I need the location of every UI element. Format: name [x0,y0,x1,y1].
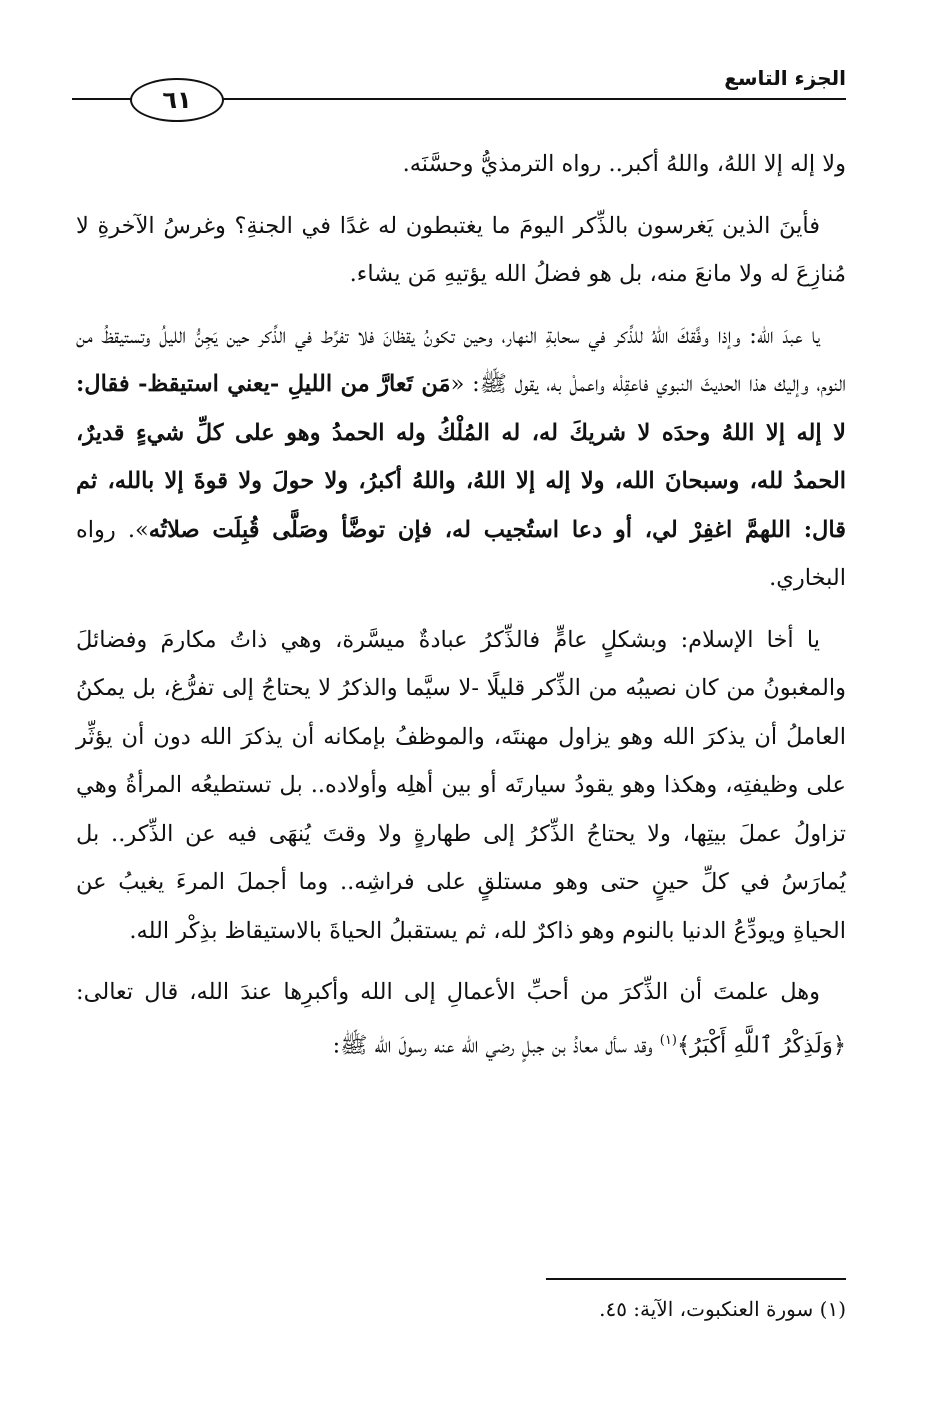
paragraph-3 [76,312,846,603]
paragraph-5: وهل علمتَ أن الذِّكرَ من أحبِّ الأعمالِ إلى الله وأكبرِها عندَ الله، قال تعالى: ﴿وَلَذِكْرُ ٱللَّهِ أَكْبَرُ﴾$^{(١)}$ وقد سأل معاذُ بن جبلٍ رضي الله عنه رسولَ الله ﷺ: [76,979,846,1058]
footnote-rule [546,1278,846,1280]
paragraph-4: يا أخا الإسلام: وبشكلٍ عامٍّ فالذِّكرُ عبادةٌ ميسَّرة، وهي ذاتُ مكارمَ وفضائلَ والمغبونُ من كان نصيبُه من الذِّكر قليلًا -لا سيَّما والذكرُ لا يحتاجُ إلى تفرُّغ، بل يمكنُ العاملُ أن يذكرَ الله وهو يزاول مهنتَه، والموظفُ بإمكانه أن يذكرَ الله دون أن يؤثِّر على وظيفتِه، وهكذا وهو يقودُ سيارتَه أو بين أهلِه وأولاده.. بل تستطيعُه المرأةُ وهي تزاولُ عملَ بيتِها، ولا يحتاجُ الذِّكرُ إلى طهارةٍ ولا وقتَ يُنهَى فيه عن الذِّكر.. بل يُمارَسُ في كلِّ حينٍ حتى وهو مستلقٍ على فراشِه.. وما أجملَ المرءَ يغيبُ عن الحياةِ ويودِّعُ الدنيا بالنوم وهو ذاكرٌ لله، ثم يستقبلُ الحياةَ بالاستيقاظ بذِكْر الله. [76,626,846,944]
paragraph-1: ولا إله إلا اللهُ، واللهُ أكبر.. رواه الترمذيُّ وحسَّنَه. [402,151,846,177]
hadith-text: مَن تَعارَّ من الليلِ -يعني استيقظ- فقال: لا إله إلا اللهُ وحدَه لا شريكَ له، له المُلْكُ وله الحمدُ وهو على كلِّ شيءٍ قديرٌ، الحمدُ لله، وسبحانَ الله، ولا إله إلا اللهُ، واللهُ أكبرُ، ولا حولَ ولا قوةَ إلا بالله، ثم قال: اللهمَّ اغفِرْ لي، أو دعا استُجيب له، فإن توضَّأ وصَلَّى قُبِلَت صلاتُه [76,371,846,543]
paragraph-3-intro: يا عبدَ الله: وإذا وفَّقكَ اللهُ للذِّكر في سحابةِ النهار، وحين تكونُ يقظانَ فلا تفرِّط في الذِّكر حين يَجِنُّ الليلُ وتستيقظُ من النوم، وإليك هذا الحديثَ النبوي فاعقِلْه واعملْ به، يقول ﷺ: « [76,322,846,397]
footnote: (١) سورة العنكبوت، الآية: ٤٥. [599,1297,846,1321]
paragraph-3-source: ». رواه البخاري. [76,516,846,591]
quran-verse: وَلَذِكْرُ ٱللَّهِ أَكْبَرُ [690,1032,833,1058]
body-text [76,140,846,1083]
running-title: الجزء التاسع [724,66,846,90]
footnote-marker: (١) [659,1032,677,1048]
paragraph-5-rest: وقد سأل معاذُ بن جبلٍ رضي الله عنه رسولَ الله ﷺ: [332,1032,660,1058]
paragraph-5-intro: وهل علمتَ أن الذِّكرَ من أحبِّ الأعمالِ إلى الله وأكبرِها عندَ الله، قال تعالى: ﴿ [76,979,846,1058]
paragraph-2: فأينَ الذين يَغرسون بالذِّكر اليومَ ما يغتبطون له غدًا في الجنةِ؟ وغرسُ الآخرةِ لا مُنازِعَ له ولا مانعَ منه، بل هو فضلُ الله يؤتيهِ مَن يشاء. [76,212,846,287]
page-number: ٦١ [130,78,224,122]
